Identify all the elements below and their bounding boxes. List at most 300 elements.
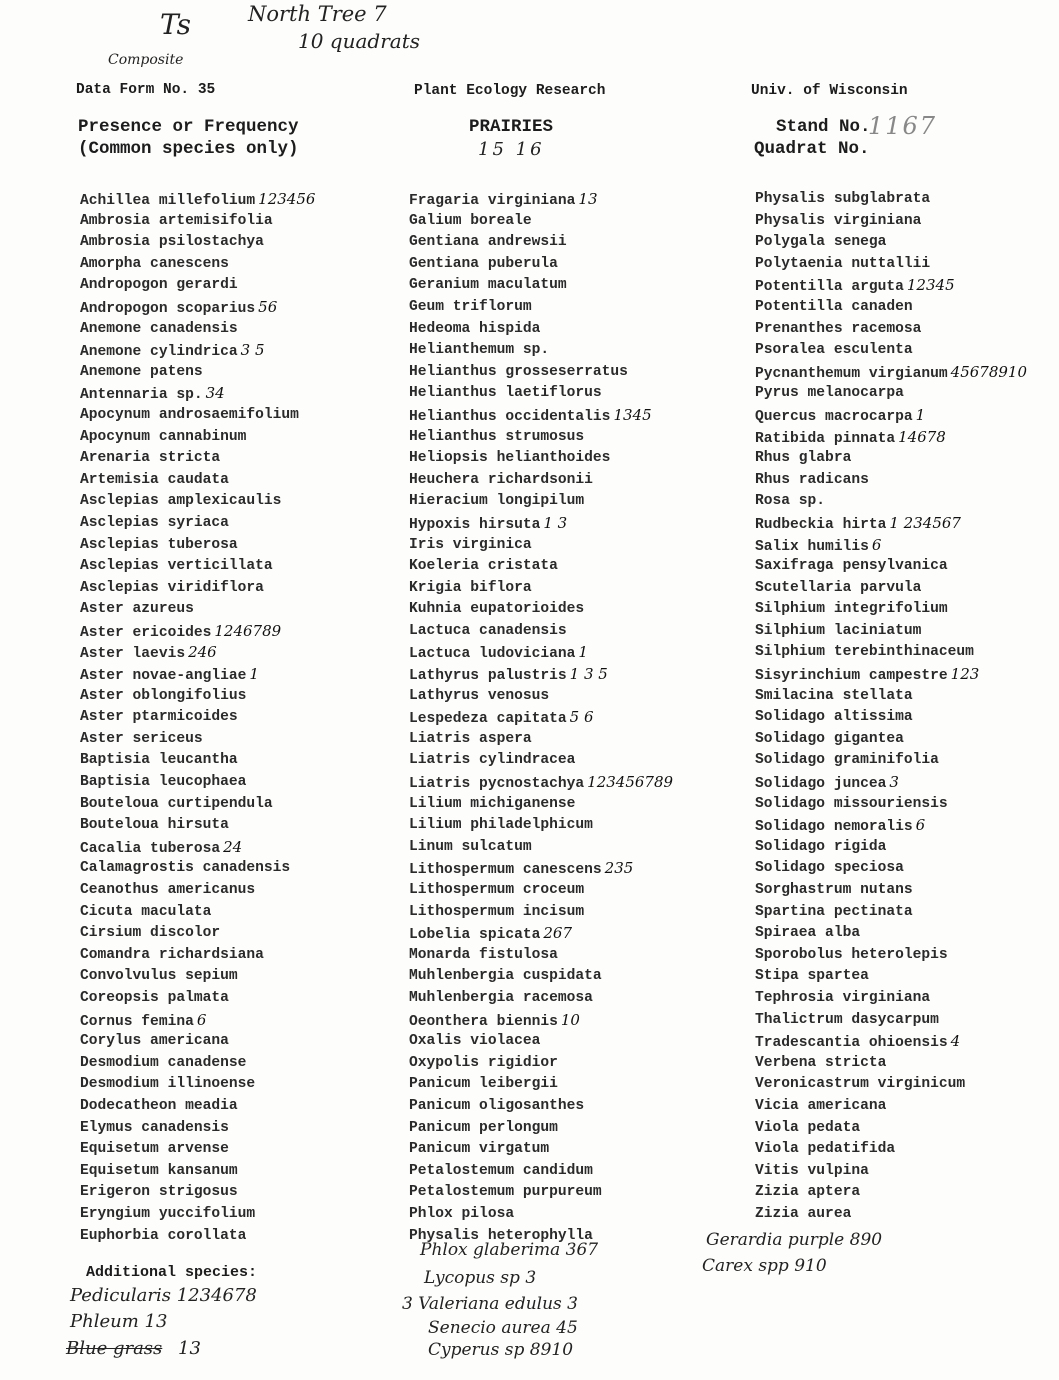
species-row (409, 535, 673, 557)
species-row (409, 362, 673, 384)
prairies-title: PRAIRIES (469, 117, 554, 137)
species-name: Liatris aspera (409, 730, 532, 747)
quadrat-frequency-note: 235 (604, 859, 634, 878)
quadrat-frequency-note: 45678910 (950, 362, 1028, 381)
quadrat-frequency-note: 1 234567 (889, 513, 961, 532)
species-name: Solidago rigida (755, 838, 887, 855)
species-name: Aster sericeus (80, 730, 203, 747)
quadrat-frequency-note: 6 (196, 1010, 207, 1029)
species-row (755, 427, 1027, 449)
species-row (80, 1204, 315, 1226)
species-row (409, 340, 673, 362)
species-name: Solidago graminifolia (755, 752, 939, 769)
additional-pedicularis: Pedicularis 1234678 (70, 1285, 257, 1306)
species-row (755, 1204, 1027, 1226)
species-name: Asclepias amplexicaulis (80, 493, 282, 510)
species-name: Baptisia leucantha (80, 752, 238, 769)
species-name: Euphorbia corollata (80, 1227, 247, 1244)
species-row (80, 1161, 315, 1183)
species-name: Asclepias syriaca (80, 514, 229, 531)
species-row (80, 1053, 315, 1075)
species-row (755, 1182, 1027, 1204)
species-row (409, 794, 673, 816)
species-row (409, 232, 673, 254)
species-row (80, 189, 315, 211)
species-row (409, 1053, 673, 1075)
species-row (755, 880, 1027, 902)
species-name: Cicuta maculata (80, 903, 212, 920)
presence-line-1: Presence or Frequency (78, 117, 299, 137)
additional-senecio: Senecio aurea 45 (428, 1318, 578, 1338)
species-row (409, 211, 673, 233)
species-name: Salix humilis (755, 538, 869, 555)
species-row (80, 1118, 315, 1140)
species-row (755, 707, 1027, 729)
quadrat-frequency-note: 1 3 5 (569, 665, 608, 684)
species-name: Panicum leibergii (409, 1076, 558, 1093)
species-row (80, 815, 315, 837)
species-name: Physalis virginiana (755, 212, 922, 229)
species-name: Liatris pycnostachya (409, 776, 585, 793)
university-name: Univ. of Wisconsin (751, 83, 908, 99)
species-name: Heuchera richardsonii (409, 471, 593, 488)
species-row (80, 837, 315, 859)
handwritten-north-tree: North Tree 7 (248, 2, 387, 26)
quadrat-frequency-note: 24 (223, 837, 243, 856)
species-row (80, 491, 315, 513)
species-row (755, 858, 1027, 880)
species-name: Solidago gigantea (755, 730, 904, 747)
prairies-handwritten-numbers: 15 16 (478, 139, 545, 160)
species-row (409, 621, 673, 643)
species-name: Verbena stricta (755, 1054, 887, 1071)
species-name: Psoralea esculenta (755, 342, 913, 359)
species-row (409, 1139, 673, 1161)
species-name: Rosa sp. (755, 493, 826, 510)
species-name: Hieracium longipilum (409, 493, 585, 510)
species-name: Linum sulcatum (409, 838, 532, 855)
additional-species-label: Additional species: (86, 1264, 258, 1281)
species-row (80, 642, 315, 664)
species-name: Oxalis violacea (409, 1033, 541, 1050)
species-name: Geranium maculatum (409, 277, 567, 294)
species-row (80, 383, 315, 405)
bluegrass-numbers: 13 (178, 1338, 201, 1359)
species-row (409, 686, 673, 708)
species-name: Lathyrus venosus (409, 687, 550, 704)
species-name: Lithospermum canescens (409, 862, 602, 879)
species-row (80, 232, 315, 254)
species-name: Spartina pectinata (755, 903, 913, 920)
species-name: Coreopsis palmata (80, 989, 229, 1006)
species-name: Tephrosia virginiana (755, 989, 931, 1006)
quadrat-frequency-note: 1345 (613, 405, 652, 424)
species-name: Galium boreale (409, 212, 532, 229)
species-row (80, 1096, 315, 1118)
species-row (755, 1074, 1027, 1096)
species-row (80, 729, 315, 751)
species-row (409, 513, 673, 535)
species-row (409, 815, 673, 837)
species-name: Panicum virgatum (409, 1141, 550, 1158)
species-row (409, 707, 673, 729)
species-name: Muhlenbergia cuspidata (409, 968, 602, 985)
species-name: Aster novae-angliae (80, 668, 247, 685)
species-row (755, 621, 1027, 643)
species-row (80, 772, 315, 794)
species-name: Thalictrum dasycarpum (755, 1011, 939, 1028)
species-row (80, 858, 315, 880)
species-name: Lobelia spicata (409, 927, 541, 944)
species-name: Lithospermum croceum (409, 882, 585, 898)
species-name: Lithospermum incisum (409, 903, 585, 920)
additional-valeriana: 3 Valeriana edulus 3 (402, 1294, 578, 1314)
species-row (80, 923, 315, 945)
species-row (409, 383, 673, 405)
species-row (80, 880, 315, 902)
species-row (755, 686, 1027, 708)
species-row (80, 405, 315, 427)
species-row (409, 599, 673, 621)
additional-gerardia: Gerardia purple 890 (706, 1230, 883, 1250)
handwritten-composite: Composite (108, 52, 184, 68)
handwritten-ts: Ts (160, 8, 192, 41)
species-name: Stipa spartea (755, 968, 869, 985)
species-row (755, 189, 1027, 211)
species-row (755, 945, 1027, 967)
species-row (755, 448, 1027, 470)
species-row (80, 1074, 315, 1096)
species-name: Physalis heterophylla (409, 1227, 593, 1244)
species-row (409, 772, 673, 794)
species-row (409, 945, 673, 967)
species-name: Arenaria stricta (80, 450, 221, 467)
species-row (755, 362, 1027, 384)
species-row (755, 491, 1027, 513)
species-name: Aster ericoides (80, 624, 212, 641)
research-title: Plant Ecology Research (414, 83, 606, 99)
species-row (755, 1053, 1027, 1075)
species-name: Achillea millefolium (80, 193, 256, 209)
species-name: Asclepias viridiflora (80, 579, 264, 596)
species-name: Oeonthera biennis (409, 1013, 558, 1030)
quadrat-frequency-note: 6 (915, 816, 926, 835)
species-name: Solidago juncea (755, 776, 887, 793)
stand-number-label: Stand No. (776, 117, 871, 137)
species-name: Helianthus grosseserratus (409, 363, 628, 380)
species-row (755, 966, 1027, 988)
species-row (409, 1118, 673, 1140)
species-row (755, 1118, 1027, 1140)
species-name: Koeleria cristata (409, 558, 558, 575)
species-row (755, 232, 1027, 254)
species-row (80, 427, 315, 449)
species-name: Rudbeckia hirta (755, 516, 887, 533)
quadrat-frequency-note: 123456 (258, 190, 316, 208)
quadrat-frequency-note: 3 5 (240, 341, 265, 360)
quadrat-frequency-note: 10 (560, 1010, 580, 1029)
species-row (755, 837, 1027, 859)
species-row (755, 772, 1027, 794)
species-name: Equisetum arvense (80, 1141, 229, 1158)
species-name: Helianthus occidentalis (409, 408, 611, 425)
species-name: Aster azureus (80, 601, 194, 618)
species-name: Silphium laciniatum (755, 622, 922, 639)
species-row (409, 902, 673, 924)
species-name: Monarda fistulosa (409, 946, 558, 963)
species-row (80, 254, 315, 276)
species-row (755, 383, 1027, 405)
species-name: Equisetum kansanum (80, 1162, 238, 1179)
species-row (409, 858, 673, 880)
species-name: Potentilla arguta (755, 279, 904, 296)
quadrat-frequency-note: 4 (950, 1032, 961, 1051)
species-row (755, 923, 1027, 945)
species-row (409, 578, 673, 600)
species-name: Scutellaria parvula (755, 579, 922, 596)
species-name: Fragaria virginiana (409, 193, 576, 209)
species-row (409, 275, 673, 297)
species-row (409, 642, 673, 664)
species-name: Polytaenia nuttallii (755, 255, 931, 272)
species-row (80, 1182, 315, 1204)
species-name: Ceanothus americanus (80, 882, 256, 898)
species-row (755, 470, 1027, 492)
additional-lycopus: Lycopus sp 3 (424, 1268, 537, 1288)
species-row (409, 297, 673, 319)
additional-cyperus: Cyperus sp 8910 (428, 1340, 574, 1360)
species-name: Convolvulus sepium (80, 968, 238, 985)
species-name: Oxypolis rigidior (409, 1054, 558, 1071)
species-name: Prenanthes racemosa (755, 320, 922, 337)
species-row (409, 556, 673, 578)
species-row (80, 686, 315, 708)
species-name: Cirsium discolor (80, 925, 221, 942)
species-row (755, 556, 1027, 578)
species-row (80, 578, 315, 600)
species-name: Asclepias verticillata (80, 558, 273, 575)
species-row (80, 966, 315, 988)
species-row (755, 254, 1027, 276)
handwritten-quadrats: 10 quadrats (298, 29, 421, 53)
species-name: Krigia biflora (409, 579, 532, 596)
species-name: Solidago speciosa (755, 860, 904, 877)
species-row (755, 815, 1027, 837)
quadrat-frequency-note: 56 (258, 297, 278, 316)
species-name: Asclepias tuberosa (80, 536, 238, 553)
species-name: Lilium michiganense (409, 795, 576, 812)
species-row (409, 1182, 673, 1204)
species-row (80, 1010, 315, 1032)
species-row (409, 837, 673, 859)
species-row (755, 664, 1027, 686)
species-name: Eryngium yuccifolium (80, 1205, 256, 1222)
species-row (409, 1010, 673, 1032)
species-row (80, 513, 315, 535)
species-row (409, 750, 673, 772)
species-name: Anemone cylindrica (80, 344, 238, 361)
species-row (80, 902, 315, 924)
species-name: Erigeron strigosus (80, 1184, 238, 1201)
additional-phlox: Phlox glaberima 367 (420, 1240, 599, 1260)
species-row (80, 1139, 315, 1161)
species-row (755, 599, 1027, 621)
species-row (409, 1204, 673, 1226)
species-name: Geum triflorum (409, 298, 532, 315)
species-name: Desmodium illinoense (80, 1076, 256, 1093)
species-row (755, 1161, 1027, 1183)
species-name: Petalostemum purpureum (409, 1184, 602, 1201)
species-row (755, 535, 1027, 557)
quadrat-frequency-note: 1 (578, 643, 588, 662)
species-name: Gentiana puberula (409, 255, 558, 272)
species-name: Silphium integrifolium (755, 601, 948, 618)
additional-carex: Carex spp 910 (702, 1256, 827, 1276)
species-name: Ambrosia artemisifolia (80, 212, 273, 229)
quadrat-frequency-note: 14678 (898, 427, 946, 446)
quadrat-frequency-note: 34 (205, 384, 225, 403)
presence-line-2: (Common species only) (78, 139, 299, 159)
species-row (80, 945, 315, 967)
species-name: Phlox pilosa (409, 1205, 515, 1222)
species-row (80, 275, 315, 297)
species-name: Andropogon gerardi (80, 277, 238, 294)
species-row (409, 1096, 673, 1118)
species-name: Anemone canadensis (80, 320, 238, 337)
species-name: Hedeoma hispida (409, 320, 541, 337)
species-row (409, 491, 673, 513)
species-row (409, 1074, 673, 1096)
species-column-2 (409, 189, 673, 1247)
species-name: Viola pedatifida (755, 1141, 896, 1158)
species-row (80, 750, 315, 772)
species-name: Vicia americana (755, 1097, 887, 1114)
species-row (80, 319, 315, 341)
species-name: Kuhnia eupatorioides (409, 601, 585, 618)
species-name: Ratibida pinnata (755, 430, 896, 447)
species-name: Lespedeza capitata (409, 711, 567, 728)
species-name: Spiraea alba (755, 925, 861, 942)
species-row (409, 923, 673, 945)
species-name: Antennaria sp. (80, 387, 203, 404)
species-row (755, 642, 1027, 664)
species-name: Desmodium canadense (80, 1054, 247, 1071)
species-row (755, 1096, 1027, 1118)
species-name: Iris virginica (409, 536, 532, 553)
species-name: Apocynum androsaemifolium (80, 406, 299, 423)
species-name: Quercus macrocarpa (755, 408, 913, 425)
species-row (80, 340, 315, 362)
species-row (80, 621, 315, 643)
quadrat-frequency-note: 1 3 (543, 513, 568, 532)
species-name: Panicum perlongum (409, 1119, 558, 1136)
species-name: Hypoxis hirsuta (409, 516, 541, 533)
species-name: Lactuca ludoviciana (409, 646, 576, 663)
quadrat-frequency-note: 123456789 (587, 773, 674, 792)
species-row (80, 448, 315, 470)
species-name: Pycnanthemum virgianum (755, 365, 948, 382)
quadrat-frequency-note: 1 (249, 665, 259, 684)
species-name: Apocynum cannabinum (80, 428, 247, 445)
species-name: Polygala senega (755, 234, 887, 251)
species-column-1 (80, 189, 315, 1247)
species-row (755, 729, 1027, 751)
species-row (80, 988, 315, 1010)
species-name: Dodecatheon meadia (80, 1097, 238, 1114)
species-row (755, 750, 1027, 772)
species-row (80, 297, 315, 319)
species-name: Silphium terebinthinaceum (755, 644, 974, 661)
species-name: Gentiana andrewsii (409, 234, 567, 251)
species-row (409, 880, 673, 902)
species-name: Rhus radicans (755, 471, 869, 488)
species-row (409, 319, 673, 341)
species-name: Cacalia tuberosa (80, 840, 221, 857)
species-name: Comandra richardsiana (80, 946, 264, 963)
species-name: Aster ptarmicoides (80, 709, 238, 726)
species-row (409, 405, 673, 427)
species-name: Sporobolus heterolepis (755, 946, 948, 963)
species-name: Vitis vulpina (755, 1162, 869, 1179)
species-row (755, 340, 1027, 362)
species-name: Anemone patens (80, 363, 203, 380)
quadrat-frequency-note: 12345 (906, 276, 955, 295)
species-row (409, 254, 673, 276)
species-row (409, 729, 673, 751)
species-name: Amorpha canescens (80, 255, 229, 272)
species-row (755, 1031, 1027, 1053)
species-row (409, 427, 673, 449)
quadrat-frequency-note: 5 6 (569, 708, 594, 727)
species-name: Liatris cylindracea (409, 752, 576, 769)
species-name: Solidago nemoralis (755, 819, 913, 836)
species-name: Zizia aurea (755, 1205, 852, 1222)
species-name: Cornus femina (80, 1013, 194, 1030)
species-name: Physalis subglabrata (755, 191, 931, 207)
quadrat-number-label: Quadrat No. (754, 139, 870, 159)
species-name: Viola pedata (755, 1119, 861, 1136)
species-name: Calamagrostis canadensis (80, 860, 291, 877)
species-row (80, 794, 315, 816)
species-name: Lilium philadelphicum (409, 817, 593, 834)
additional-phleum: Phleum 13 (70, 1311, 168, 1332)
species-name: Helianthemum sp. (409, 342, 550, 359)
bluegrass-struck-text: Blue grass (66, 1338, 163, 1359)
species-name: Muhlenbergia racemosa (409, 989, 593, 1006)
species-row (409, 1031, 673, 1053)
species-name: Petalostemum candidum (409, 1162, 593, 1179)
species-row (755, 1010, 1027, 1032)
species-name: Baptisia leucophaea (80, 774, 247, 791)
species-name: Smilacina stellata (755, 687, 913, 704)
species-name: Sorghastrum nutans (755, 882, 913, 898)
species-row (409, 664, 673, 686)
species-row (409, 1161, 673, 1183)
species-row (80, 211, 315, 233)
species-row (755, 902, 1027, 924)
species-row (755, 1139, 1027, 1161)
stand-number-value: 1167 (868, 112, 938, 140)
species-row (80, 362, 315, 384)
species-row (80, 535, 315, 557)
quadrat-frequency-note: 246 (188, 643, 217, 662)
species-name: Solidago missouriensis (755, 795, 948, 812)
species-name: Panicum oligosanthes (409, 1097, 585, 1114)
species-row (755, 297, 1027, 319)
quadrat-frequency-note: 267 (543, 924, 573, 943)
species-row (80, 664, 315, 686)
data-form-number: Data Form No. 35 (76, 82, 216, 98)
